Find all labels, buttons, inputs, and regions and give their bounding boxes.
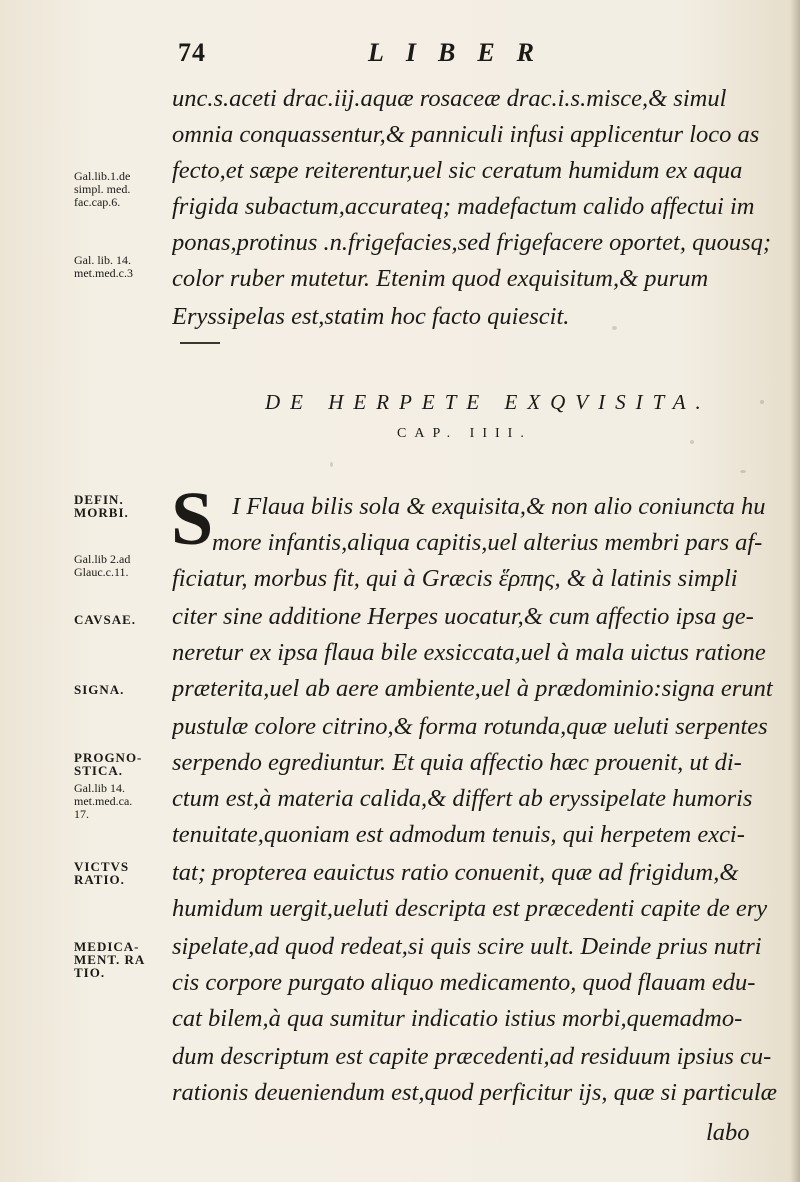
margin-line: VICTVS: [74, 859, 130, 874]
paper-speckle: [330, 462, 333, 467]
margin-line: Gal.lib 2.ad: [74, 552, 131, 566]
body-line: more infantis,aliqua capitis,uel alterius membri pars af-: [212, 529, 763, 556]
body-line: cat bilem,à qua sumitur indicatio istius morbi,quemadmo-: [172, 1005, 743, 1032]
margin-line: PROGNO-: [74, 750, 143, 765]
body-line: ctum est,à materia calida,& differt ab eryssipelate humoris: [172, 785, 753, 812]
running-head: LIBER: [368, 38, 557, 67]
margin-note-signa: [74, 683, 174, 696]
margin-line: DEFIN.: [74, 492, 124, 507]
body-line: unc.s.aceti drac.iij.aquæ rosaceæ drac.i.s.misce,& simul: [172, 85, 727, 112]
body-line: dum descriptum est capite præcedenti,ad residuum ipsius cu-: [172, 1043, 772, 1070]
paper-speckle: [690, 440, 694, 444]
body-line: rationis deueniendum est,quod perficitur ijs, quæ si particulæ: [172, 1079, 777, 1106]
margin-line: MORBI.: [74, 505, 129, 520]
body-line: frigida subactum,accurateq; madefactum calido affectui im: [172, 193, 755, 220]
body-line: ficiatur, morbus fit, qui à Græcis ἕρπης, & à latinis simpli: [172, 565, 738, 592]
body-line: neretur ex ipsa flaua bile exsiccata,uel à mala uictus ratione: [172, 639, 766, 666]
margin-line: RATIO.: [74, 872, 125, 887]
margin-line: TIO.: [74, 965, 106, 980]
margin-note-prognostica: [74, 751, 174, 777]
body-line: serpendo egrediuntur. Et quia affectio hæc prouenit, ut di-: [172, 749, 742, 776]
margin-line: Gal. lib. 14.: [74, 253, 131, 267]
body-line: cis corpore purgato aliquo medicamento, quod flauam edu-: [172, 969, 756, 996]
page-header: [178, 38, 778, 74]
body-line: præterita,uel ab aere ambiente,uel à prædominio:signa erunt: [172, 675, 773, 702]
margin-line: 17.: [74, 807, 89, 821]
margin-line: met.med.c.3: [74, 266, 133, 280]
margin-line: STICA.: [74, 763, 123, 778]
body-line: color ruber mutetur. Etenim quod exquisitum,& purum: [172, 265, 709, 292]
margin-line: MENT. RA: [74, 952, 146, 967]
margin-note-galen-2: [74, 254, 174, 280]
catchword: labo: [706, 1119, 750, 1146]
margin-line: simpl. med.: [74, 182, 131, 196]
margin-note-galen-4: [74, 782, 174, 821]
margin-note-galen-1: [74, 170, 174, 209]
margin-note-medicamentum: [74, 940, 174, 979]
margin-line: Gal.lib.1.de: [74, 169, 131, 183]
margin-line: Glauc.c.11.: [74, 565, 129, 579]
margin-line: Gal.lib 14.: [74, 781, 125, 795]
body-line: I Flaua bilis sola & exquisita,& non alio coniuncta hu: [232, 493, 766, 520]
margin-note-causae: [74, 613, 174, 626]
margin-line: fac.cap.6.: [74, 195, 121, 209]
margin-line: MEDICA-: [74, 939, 140, 954]
body-line: omnia conquassentur,& panniculi infusi applicentur loco as: [172, 121, 760, 148]
body-line: Eryssipelas est,statim hoc facto quiescit.: [172, 303, 570, 330]
margin-note-galen-3: [74, 553, 174, 579]
body-line: sipelate,ad quod redeat,si quis scire uult. Deinde prius nutri: [172, 933, 762, 960]
margin-line: SIGNA.: [74, 682, 125, 697]
paper-speckle: [740, 470, 746, 473]
chapter-title: DE HERPETE EXQVISITA.: [265, 390, 711, 414]
body-line: ponas,protinus .n.frigefacies,sed frigefacere oportet, quousq;: [172, 229, 772, 256]
page-number: 74: [178, 38, 206, 67]
body-line: humidum uergit,ueluti descripta est præcedenti capite de ery: [172, 895, 768, 922]
body-line: tenuitate,quoniam est admodum tenuis, qui herpetem exci-: [172, 821, 745, 848]
margin-line: CAVSAE.: [74, 612, 137, 627]
drop-cap: S: [171, 477, 214, 561]
chapter-number: CAP. IIII.: [397, 426, 532, 441]
paper-speckle: [760, 400, 764, 404]
body-line: pustulæ colore citrino,& forma rotunda,quæ ueluti serpentes: [172, 713, 768, 740]
body-line: citer sine additione Herpes uocatur,& cum affectio ipsa ge-: [172, 603, 754, 630]
margin-note-victus: [74, 860, 174, 886]
margin-line: met.med.ca.: [74, 794, 133, 808]
body-line: tat; propterea eauictus ratio conuenit, quæ ad frigidum,&: [172, 859, 739, 886]
body-line: fecto,et sæpe reiterentur,uel sic ceratum humidum ex aqua: [172, 157, 743, 184]
margin-note-definitio: [74, 493, 174, 519]
underline-mark: [180, 342, 220, 344]
